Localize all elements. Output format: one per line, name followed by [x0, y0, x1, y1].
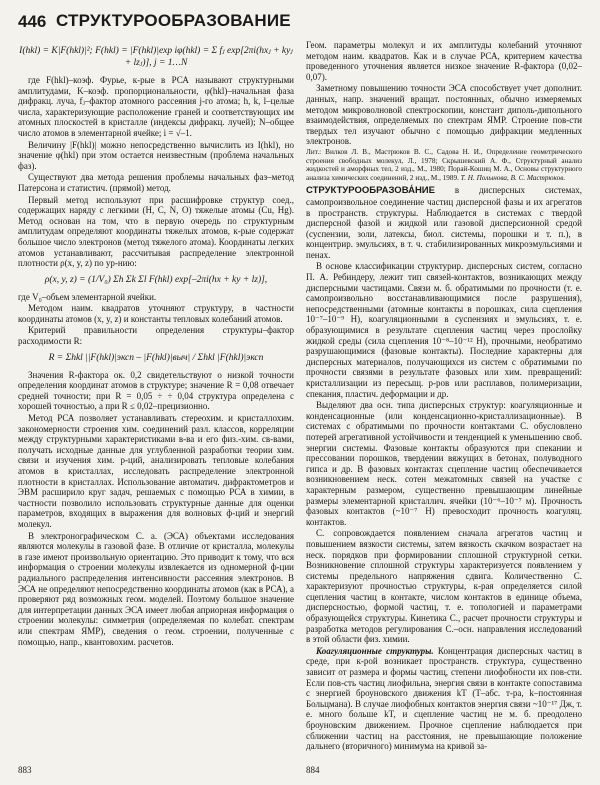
footer-page-right: 884 [306, 765, 320, 775]
paragraph: Методом наим. квадратов уточняют структуру, в частности координаты атомов (x, y, z) и константы тепловых колебаний атомов. [18, 303, 294, 324]
formula-r-factor: R = Σhkl ||F(hkl)|эксп – |F(hkl)|выч| / Σhkl |F(hkl)|эксп [48, 352, 264, 363]
subsection-text: Концентрация дисперсных частиц в среде, при к-рой возникает пространств. структура, существенно зависит от размера и формы частиц, степени лиофобности их пов-сти. Если пов-сть частиц лиофильна, энергия связи в контакте сопоставима с энергией броуновского движения kT (T–абс. т-ра, k–постоянная Больцмана). В случае лиофобных контактов энергия связи ~10⁻¹⁷ Дж, т. е. много больше kT, и сцепление частиц не м. б. преодолено броуновским движением. Прочное сцепление наблюдается при сближении частиц на расстояния, не превышающие положение дальнего (вторичного) минимума на кривой за- [306, 645, 583, 752]
references-text: Лит.: Вилков Л. В., Мастрюков В. С., Садова Н. И., Определение геометрического строения свободных молекул, Л., 1978; Скрышевский А. Ф., Структурный анализ жидкостей и аморфных тел, 2 изд., М., 1980; Порай-Кошиц М. А., Основы структурного анализа химических соединений, 2 изд., М., 1989. [306, 147, 582, 182]
paragraph: Заметному повышению точности ЭСА способствует учет дополнит. данных, напр. значений вращат. постоянных, обычно измеряемых методом микроволновой спектроскопии, констант диполь-дипольного взаимодействия, определяемых по спектрам ЯМР. Строение пов-сти твердых тел изучают обычно с помощью дифракции медленных электронов. [306, 83, 582, 147]
subsection-heading: Коагуляционные структуры. [316, 645, 434, 656]
page-number: 446 [18, 12, 47, 31]
paragraph: В электронографическом С. а. (ЭСА) объектами исследования являются молекулы в газовой фазе. В отличие от кристалла, молекулы в газе имеют произвольную ориентацию. Это приводит к тому, что вся информация о строении молекулы извлекается из одномерной ф-ции радиального распределения интенсивности рассеяния электронов. В ЭСА не определяют непосредственно координаты атомов (как в РСА), а проверяют ряд возможных геом. моделей. Поэтому большое значение для интерпретации данных ЭСА имеет любая априорная информация о строении молекулы: симметрия (определяемая по колебат. спектрам или спектрам ЯМР), сведения о геом. строении, полученные с помощью, напр., квантовохим. расчетов. [18, 530, 294, 647]
paragraph: Выделяют два осн. типа дисперсных структур: коагуляционные и конденсационные (или конденсационно-кристаллизационные). В системах с обратимыми по прочности контактами С. обусловлено потерей агрегативной устойчивости и тенденцией к уменьшению своб. энергии системы. Фазовые контакты образуются при спекании и прессовании порошков, твердении вяжущих в бетонах, полуводного гипса и др. В фазовых контактах сцепление частиц обеспечивается возникновением неск. сотен межатомных связей на участке с характерным размером, существенно превышающим линейные размеры элементарной кристаллич. ячейки (10⁻⁶–10⁻⁷ м). Прочность фазовых контактов (~10⁻⁷ Н) превосходит прочность коагуляц. контактов. [306, 400, 582, 527]
paragraph: где F(hkl)–коэф. Фурье, к-рые в РСА называют структурными амплитудами, K–коэф. пропорциональности, φ(hkl)–начальная фаза дифракц. луча, fⱼ–фактор атомного рассеяния j-го атома; h, k, l–целые числа, характеризующие расположение граней и соответствующих им атомных плоскостей в кристалле (индексы дифракц. лучей); N–общее число атомов в элементарной ячейке; i = √–1. [18, 75, 294, 138]
paragraph: Геом. параметры молекул и их амплитуды колебаний уточняют методом наим. квадратов. Как и в случае РСА, критерием качества проведенного уточнения является низкое значение R-фактора (0,02–0,07). [306, 40, 582, 82]
right-column [306, 40, 582, 753]
paragraph: где V₀–объем элементарной ячейки. [18, 291, 157, 302]
paragraph [306, 646, 582, 752]
entry-definition: в дисперсных системах, самопроизвольное соединение частиц дисперсной фазы и их агрегатов в пространств. структуры. Наблюдается в системах с твердой дисперсной фазой и жидкой или газовой дисперсионной средой (суспензии, золи, латексы, биол. системы, порошки и т. п.), в концентрир. эмульсиях, в т. ч. стабилизированных микроэмульсиями и пенах. [306, 185, 583, 260]
paragraph: Первый метод используют при расшифровке структур соед., содержащих наряду с легкими (H, C, N, O) тяжелые атомы (Cu, Hg). Метод основан на том, что в первую очередь по структурным амплитудам определяют координаты тяжелых атомов, к-рые содержат большое число электронов (метод тяжелого атома). Координаты легких атомов устанавливают, рассчитывая распределение электронной плотности ρ(x, y, z) по ур-нию: [18, 194, 294, 269]
references-author: Т. Н. Полынова, В. С. Мастрюков. [460, 173, 566, 182]
references [306, 148, 582, 182]
paragraph: В основе классификации структурир. дисперсных систем, согласно П. А. Ребиндеру, лежит тип связей-контактов, возникающих между дисперсными частицами. Связи м. б. обратимыми по прочности (т. е. самопроизвольно восстанавливающимися после разрушения), непосредственными (атомные контакты в порошках, сила сцепления 10⁻⁷–10⁻⁹ Н), коагуляционными в суспензиях и эмульсиях, т. е. образующимися в результате сцепления частиц через прослойку жидкой среды (сила сцепления 10⁻⁸–10⁻¹² Н), прочными, необратимо разрушающимися (фазовые контакты). Последние характерны для дисперсных материалов, получающихся из систем с обратимыми по прочности связями в результате фазовых или хим. превращений: кристаллизации из пересыщ. р-ров или расплавов, полимеризации, спекания, пластич. деформации и др. [306, 261, 582, 399]
running-title: СТРУКТУРООБРАЗОВАНИЕ [56, 11, 291, 30]
paragraph: Величину |F(hkl)| можно непосредственно вычислить из I(hkl), но значение φ(hkl) при этом остается неизвестным (проблема начальных фаз). [18, 139, 294, 171]
formula-electron-density: ρ(x, y, z) = (1/V₀) Σh Σk Σl F(hkl) exp[–2πi(hx + ky + lz)], [44, 274, 268, 285]
entry-term: СТРУКТУРООБРАЗОВА́НИЕ [306, 185, 435, 197]
footer-page-left: 883 [18, 765, 32, 775]
paragraph: Метод РСА позволяет устанавливать стереохим. и кристаллохим. закономерности строения хим. соединений разл. классов, корреляции между структурными характеристиками в-ва и его физ.-хим. св-вами, получать исходные данные для углубленной разработки теории хим. связи и изучения хим. р-ций, анализировать тепловые колебания атомов в кристаллах, исследовать распределение электронной плотности в кристаллах. Использование автоматич. дифрактометров и ЭВМ расширило круг задач, решаемых с помощью РСА в химии, в частности позволило использовать структурные данные для оценки параметров, входящих в выражения для волновых ф-ций и энергий молекул. [18, 413, 294, 529]
paragraph: Значения R-фактора ок. 0,2 свидетельствуют о низкой точности определения координат атомов в структуре; значение R = 0,08 отвечает средней точности; при R = 0,05 ÷ ÷ 0,04 структура определена с хорошей точностью, а при R ≤ 0,02–прецизионно. [18, 369, 294, 412]
paragraph: Критерий правильности определения структуры–фактор расходимости R: [18, 325, 294, 347]
left-column [18, 40, 294, 648]
paragraph: Существуют два метода решения проблемы начальных фаз–метод Патерсона и статистич. (прямой) метод. [18, 172, 294, 193]
formula-intensity: I(hkl) = K|F(hkl)|²; F(hkl) = |F(hkl)|exp iφ(hkl) = Σ fⱼ exp[2πi(hxⱼ + kyⱼ + lzⱼ)], j = 1…N [19, 46, 293, 68]
page-header [18, 10, 582, 38]
entry-paragraph [306, 185, 582, 260]
paragraph: С. сопровождается появлением сначала агрегатов частиц и повышением вязкости системы, затем вязкость скачком возрастает на неск. порядков при формировании сплошной структурной сетки. Возникновение сплошной структуры характеризуется появлением у системы предельного напряжения сдвига. Количественно С. характеризуют прочностью структуры, к-рая определяется силой сцепления частиц в контакте, числом контактов в единице объема, дисперсностью, формой частиц, т. е. топологией и параметрами образующейся структуры. Кинетика С., расчет прочности структуры и разработка методов регулирования С.–осн. направления исследований в этой области физ. химии. [306, 528, 582, 645]
